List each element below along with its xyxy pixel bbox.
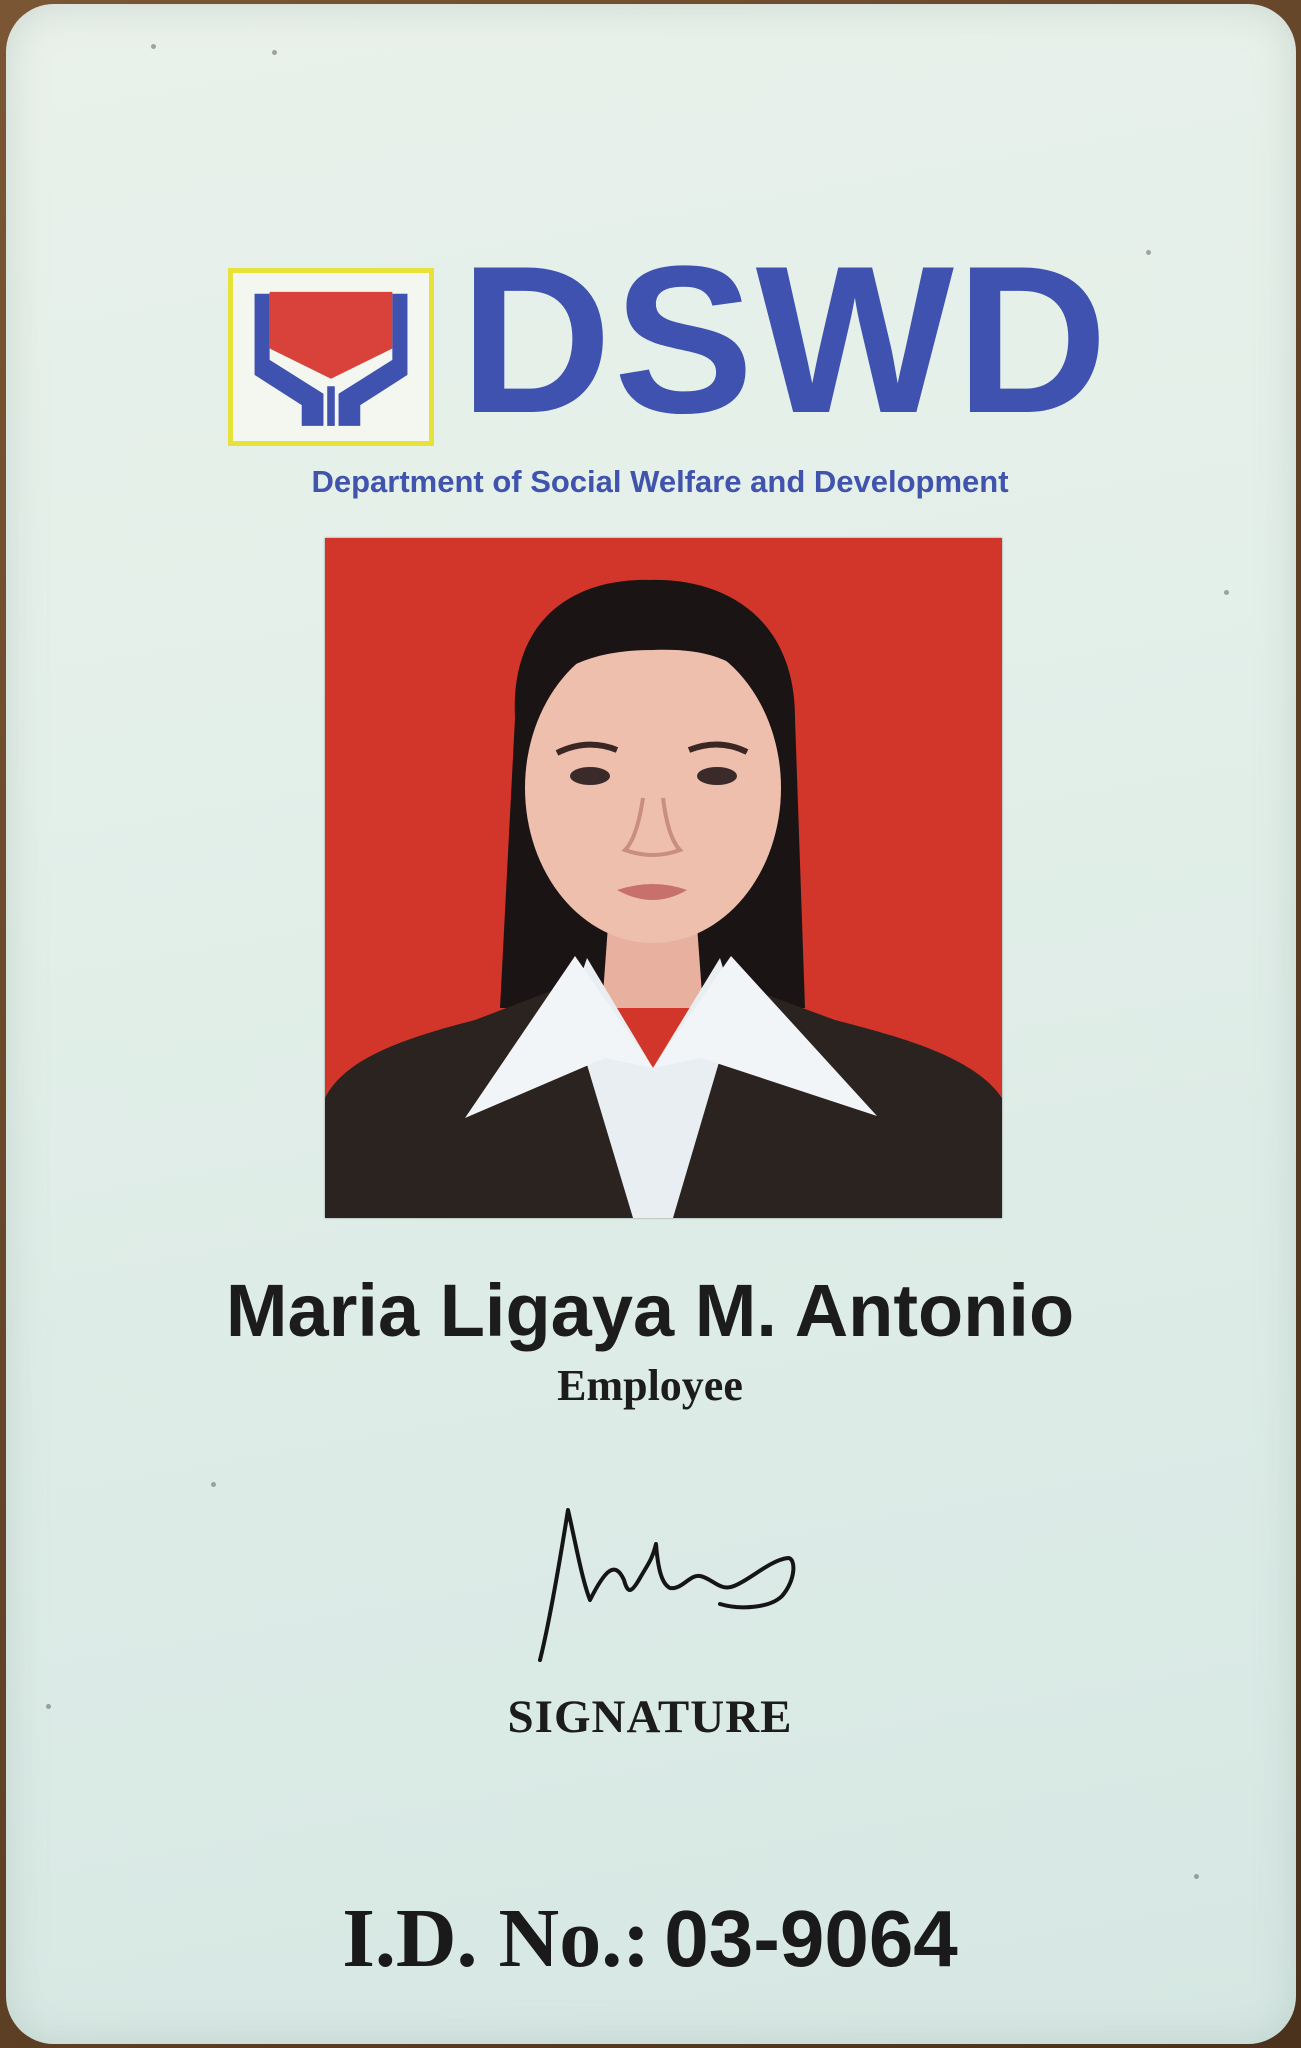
dust-speck <box>1194 1874 1199 1879</box>
agency-acronym: DSWD <box>460 222 1110 457</box>
dust-speck <box>151 44 156 49</box>
id-label: I.D. No.: <box>342 1892 651 1985</box>
dswd-logo-icon <box>228 268 434 446</box>
signature-stroke <box>520 1500 850 1670</box>
id-photo-graphic <box>325 538 1002 1218</box>
dust-speck <box>211 1482 216 1487</box>
dust-speck <box>1224 590 1229 595</box>
id-photo <box>325 538 1002 1218</box>
dust-speck <box>272 50 277 55</box>
id-number: 03-9064 <box>664 1894 958 1983</box>
signature-label: SIGNATURE <box>507 1691 793 1743</box>
holder-position: Employee <box>557 1361 743 1410</box>
id-number-row <box>100 1890 1200 1987</box>
holder-name: Maria Ligaya M. Antonio <box>225 1269 1075 1352</box>
dust-speck <box>46 1704 51 1709</box>
dswd-logo-graphic <box>233 273 429 441</box>
handwritten-signature <box>520 1500 850 1670</box>
dust-speck <box>1146 250 1151 255</box>
agency-name: Department of Social Welfare and Development <box>311 464 1009 499</box>
